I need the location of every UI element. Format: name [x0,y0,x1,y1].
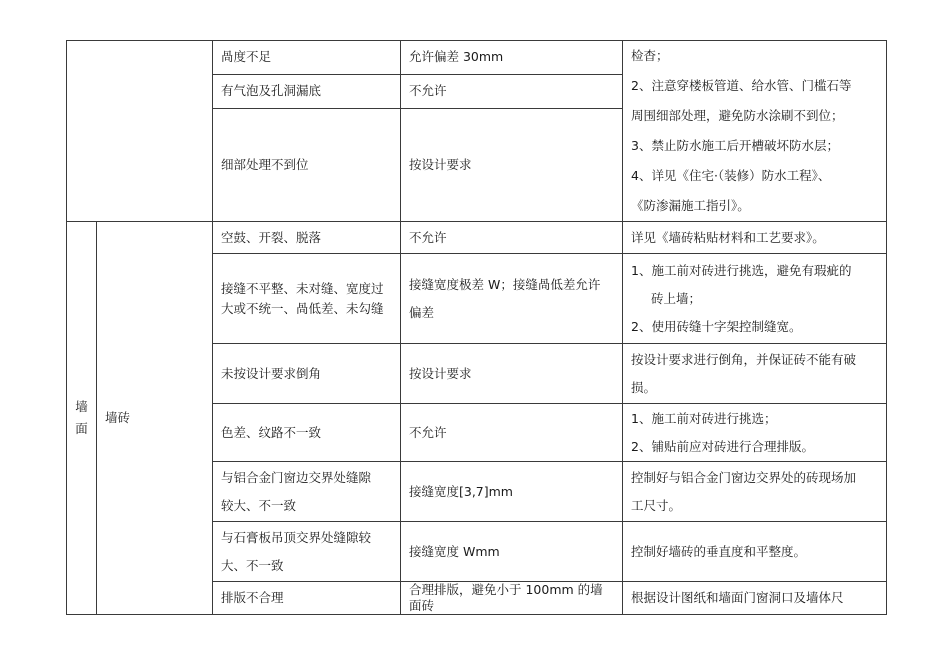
quality-table [66,40,887,615]
subcategory-cell: 墙砖 [97,222,213,615]
category-char: 墙 [75,399,88,414]
problem-line: 色差、纹路不一致 [221,424,322,440]
standard-cell [401,582,623,615]
problem-cell [213,254,401,344]
standard-cell [401,522,623,582]
standard-line: 不允许 [409,424,447,440]
measure-line: 检杳； [631,48,669,63]
standard-line: 接缝宽度[3,7]mm [409,483,513,499]
standard-cell [401,222,623,254]
category-char: 面 [75,421,88,436]
measure-line: 按设计要求进行倒角，并保证砖不能有破 [631,351,857,367]
standard-line: 面砖 [409,598,435,613]
measure-line: 工尺寸。 [631,497,682,513]
measure-cell [623,522,887,582]
standard-line: 按设计要求 [409,365,472,381]
problem-cell [213,404,401,462]
measure-cell [623,344,887,404]
problem-cell: 细部处理不到位 [213,108,401,221]
measure-line: 1、施工前对砖进行挑选，避免有瑕疵的 [631,262,852,278]
measure-line: 砖上墙； [651,290,702,306]
standard-cell: 不允许 [401,74,623,108]
measure-cell [623,404,887,462]
standard-cell [401,254,623,344]
problem-cell [213,582,401,615]
measure-line: 损。 [631,379,657,395]
problem-cell: 有气泡及孔洞漏底 [213,74,401,108]
problem-cell [213,222,401,254]
measure-line: 详见《墙砖粘贴材料和工艺要求》。 [631,229,825,245]
problem-line: 与铝合金门窗边交界处缝隙 [221,469,372,485]
problem-line: 空鼓、开裂、脱落 [221,229,322,245]
problem-cell: 咼度不足 [213,41,401,75]
measure-cell [623,41,887,222]
measure-cell [623,254,887,344]
standard-cell: 允许偏差 30mm [401,41,623,75]
standard-line: 接缝宽度 Wmm [409,543,500,559]
measure-line: 3、禁止防水施工后开槽破坏防水层； [631,138,839,153]
measure-cell [623,222,887,254]
measure-line: 根据设计图纸和墙面门窗洞口及墙体尺 [631,590,844,605]
problem-cell [213,344,401,404]
problem-line: 与石膏板吊顶交界处缝隙较 [221,529,372,545]
standard-cell: 按设计要求 [401,108,623,221]
measure-line: 4、详见《住宅·（装修）防水工程》、 [631,168,831,183]
standard-line: 不允许 [409,229,447,245]
table-row [67,222,887,254]
problem-line: 未按设计要求倒角 [221,365,322,381]
measure-line: 1、施工前对砖进行挑选； [631,410,777,426]
problem-cell [213,522,401,582]
measure-line: 周围细部处理，避免防水涂刷不到位； [631,108,844,123]
problem-line: 大、不一致 [221,557,284,573]
problem-line: 排版不合理 [221,590,284,605]
standard-cell [401,344,623,404]
measure-line: 2、铺贴前应对砖进行合理排版。 [631,438,814,454]
problem-line: 大或不统一、咼低差、未勾缝 [221,300,384,316]
measure-line: 控制好与铝合金门窗边交界处的砖现场加 [631,469,857,485]
measure-line: 《防渗漏施工指引》。 [631,198,750,213]
measure-cell [623,462,887,522]
standard-cell [401,462,623,522]
standard-line: 接缝宽度极差 W；接缝咼低差允许 [409,276,601,292]
problem-line: 接缝不平整、未对缝、宽度过 [221,280,384,296]
measure-cell [623,582,887,615]
standard-line: 偏差 [409,304,435,320]
measure-line: 2、使用砖缝十字架控制缝宽。 [631,318,802,334]
blank-category-cell [67,41,213,222]
problem-cell [213,462,401,522]
problem-line: 较大、不一致 [221,497,297,513]
category-cell [67,222,97,615]
measure-line: 2、注意穿楼板管道、给水管、门槛石等 [631,78,852,93]
measure-line: 控制好墙砖的垂直度和平整度。 [631,543,807,559]
table-row [67,41,887,75]
standard-line: 合理排版，避免小于 100mm 的墙 [409,582,603,597]
standard-cell [401,404,623,462]
